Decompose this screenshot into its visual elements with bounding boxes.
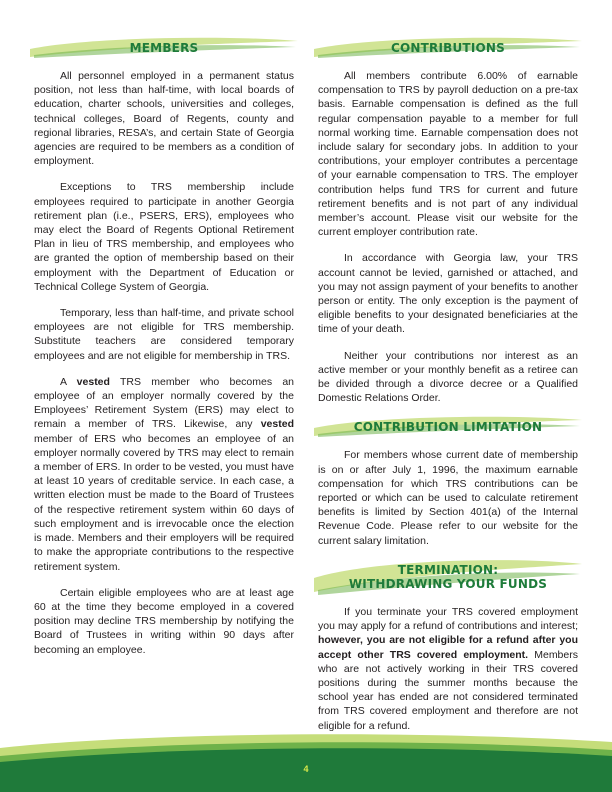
members-paragraph-4 xyxy=(34,375,294,574)
contributions-heading xyxy=(318,38,578,59)
contributions-paragraph-2: In accordance with Georgia law, your TRS account cannot be levied, garnished or attached, and you may not assign payment of your benefits to another person or entity. The only exception is the payment of eligible benefits to your designated beneficiaries at the time of your death. xyxy=(318,252,578,336)
termination-paragraph-1 xyxy=(318,605,578,733)
text-run: Members who are not actively working in their TRS covered positions during the summer months because the school year has ended are not considered terminated from TRS covered employment and therefore are not eligible for a refund. xyxy=(318,648,578,732)
contribution-limitation-heading xyxy=(318,417,578,438)
limitation-paragraph-1: For members whose current date of membership is on or after July 1, 1996, the maximum earnable compensation for which TRS contributions can be reported or which can be used to calculate retirement benefits is limited by Section 401(a) of the Internal Revenue Code. Please refer to our website for the current salary limitation. xyxy=(318,449,578,547)
termination-heading-line-1: TERMINATION: xyxy=(397,562,499,577)
text-run: A xyxy=(60,375,77,388)
members-heading xyxy=(34,38,294,59)
refund-warning-bold: however, you are not eligible for a refund after you accept other TRS covered employment. xyxy=(318,634,578,661)
termination-heading xyxy=(318,560,578,595)
contributions-heading-text: CONTRIBUTIONS xyxy=(391,41,505,55)
members-paragraph-3: Temporary, less than half-time, and private school employees are not eligible for TRS membership. Substitute teachers are considered temporary employees and are not eligible for membership in TRS. xyxy=(34,307,294,362)
members-paragraph-5: Certain eligible employees who are at least age 60 at the time they become employed in a covered position may decline TRS membership by notifying the Board of Trustees in writing within 90 days after becoming an employee. xyxy=(34,586,294,656)
contribution-limitation-heading-text: CONTRIBUTION LIMITATION xyxy=(353,420,543,435)
contributions-paragraph-1: All members contribute 6.00% of earnable compensation to TRS by payroll deduction on a pre-tax basis. Earnable compensation is defined as the full regular compensation payable to a member for full normal working time. Earnable compensation does not include salary for secondary jobs. In addition to your contributions, your employer contributes a percentage of your earnable compensation to TRS. The employer contribution helps fund TRS for current and future retirement benefits and is not part of any individual member’s account. Please visit our website for the current employer contribution rate. xyxy=(318,70,578,239)
termination-heading-line-2: WITHDRAWING YOUR FUNDS xyxy=(348,576,548,591)
footer-wave-graphic xyxy=(0,730,612,792)
vested-bold: vested xyxy=(260,418,294,431)
text-run: If you terminate your TRS covered employment you may apply for a refund of contributions and interest; xyxy=(318,605,578,633)
members-paragraph-2: Exceptions to TRS membership include employees required to participate in another Georgia retirement plan (i.e., PSERS, ERS), employees who may elect the Board of Regents Optional Retirement Plan in lieu of TRS membership, and employees who are granted the option of membership based on their employment with the Department of Education or Technical College System of Georgia. xyxy=(34,181,294,293)
page-number: 4 xyxy=(303,764,309,774)
text-run: member of ERS who becomes an employee of an employer normally covered by TRS may elect to remain a member of ERS. In order to be vested, you must have at least 10 years of creditable service. In each case, a written election must be made to the Board of Trustees of the respective retirement system within 60 days of such employment and is irrevocable once the election is made. Members and their employers will be required to make the appropriate contributions to the respective retirement system. xyxy=(34,432,294,573)
right-column xyxy=(318,38,578,745)
text-run: TRS member who becomes an employee of an employer normally covered by the Employees’ Retirement System (ERS) may elect to remain a member of TRS. Likewise, any xyxy=(34,375,295,431)
vested-bold: vested xyxy=(76,375,110,388)
left-column xyxy=(34,38,294,669)
members-heading-text: MEMBERS xyxy=(129,41,199,55)
contributions-paragraph-3: Neither your contributions nor interest as an active member or your monthly benefit as a retiree can be divided through a divorce decree or a Qualified Domestic Relations Order. xyxy=(318,349,578,405)
members-paragraph-1: All personnel employed in a permanent status position, not less than half-time, with local boards of education, charter schools, universities and colleges, technical colleges, Board of Regents, county and regional libraries, RESA’s, and certain State of Georgia agencies are required to be members as a condition of employment. xyxy=(34,70,294,168)
